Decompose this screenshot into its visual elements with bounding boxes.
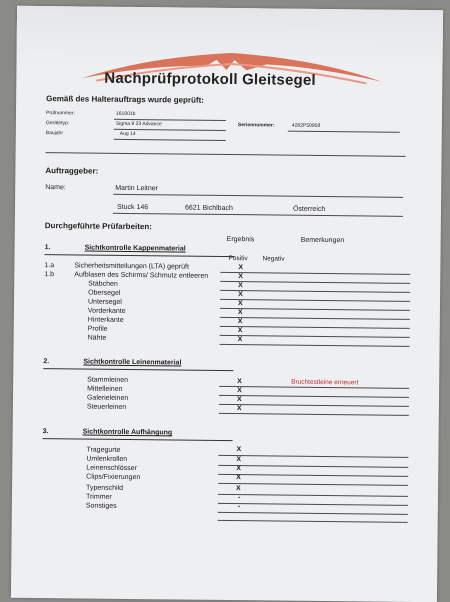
list-item: Mittelleinen [87, 385, 123, 393]
result-mark: X [236, 485, 241, 493]
geraetetyp-value: Sigma 9 23 Advance [115, 120, 162, 128]
result-mark: X [236, 396, 242, 404]
result-mark: X [237, 309, 243, 317]
list-item: Umlenkrollen [86, 455, 128, 463]
section1-title: Sichtkontrolle Kappenmaterial [84, 244, 186, 253]
remark-text: Bruchtestleine erneuert [291, 378, 359, 387]
result-mark: X [237, 327, 243, 335]
item-1b-label: Aufblasen des Schirms/ Schmutz entleeren [74, 271, 209, 280]
client-heading: Auftraggeber: [45, 166, 99, 176]
result-mark: X [238, 282, 243, 290]
list-item: Stammleinen [87, 376, 129, 384]
result-mark: X [237, 300, 243, 308]
col-positiv: Positiv [228, 255, 248, 263]
result-mark: X [237, 378, 242, 386]
client-street: Stuck 146 [116, 203, 149, 212]
subtitle: Gemäß des Halterauftrags wurde geprüft: [46, 94, 204, 105]
result-mark: X [237, 336, 243, 344]
serien-value: 4282P50958 [291, 122, 321, 129]
list-item: Sonstiges [85, 502, 117, 510]
geraetetyp-label: Gerätetyp: [45, 120, 70, 127]
list-item: Steuerleinen [86, 403, 127, 411]
serien-label: Seriennummer: [237, 122, 275, 129]
list-item: Hinterkante [87, 316, 124, 324]
list-item: Stäbchen [88, 280, 118, 288]
document-title: Nachprüfprotokoll Gleitsegel [104, 69, 316, 89]
result-mark: X [238, 291, 243, 299]
col-bemerkungen: Bemerkungen [300, 236, 345, 245]
name-label: Name: [45, 184, 66, 192]
result-mark: X [236, 465, 241, 473]
result-mark: X [236, 474, 241, 482]
list-item: Leinenschlösser [86, 464, 137, 473]
list-item: Untersegel [87, 298, 122, 306]
section3-number: 3. [42, 428, 49, 436]
result-dot: - [237, 494, 241, 502]
checks-heading: Durchgeführte Prüfarbeiten: [44, 221, 152, 232]
result-mark: X [238, 264, 244, 272]
list-item: Profile [87, 325, 108, 333]
col-ergebnis: Ergebnis [226, 235, 255, 244]
list-item: Tragegurte [86, 446, 121, 454]
section2-title: Sichtkontrolle Leinenmaterial [83, 358, 182, 367]
section2-number: 2. [43, 358, 50, 366]
result-mark: X [237, 387, 242, 395]
pruefnummer-value: 161001b [115, 110, 136, 118]
list-item: Vorderkante [87, 307, 126, 315]
list-item: Trimmer [85, 493, 112, 501]
item-1a-label: Sicherheitsmitteilungen (LTA) geprüft [74, 262, 189, 271]
list-item: Galerieleinen [86, 394, 129, 402]
list-item: Clips/Fixierungen [86, 473, 141, 482]
item-1a-number: 1.a [44, 262, 55, 270]
baujahr-label: Baujahr [45, 130, 64, 137]
client-city: 6621 Bichlbach [184, 204, 233, 213]
result-mark: X [236, 446, 242, 454]
baujahr-value: Aug 14 [119, 130, 136, 138]
list-item: Obersegel [88, 289, 121, 297]
list-item: Typenschild [86, 484, 124, 492]
list-item: Nähte [87, 334, 107, 342]
result-mark: X [237, 318, 243, 326]
section3-title: Sichtkontrolle Aufhängung [82, 428, 173, 437]
item-1b-number: 1.b [44, 271, 55, 279]
result-mark: X [236, 456, 242, 464]
client-country: Österreich [292, 205, 326, 214]
result-mark: X [236, 405, 242, 413]
client-name: Martin Leitner [115, 184, 159, 193]
result-mark: X [238, 273, 243, 281]
document-page [11, 6, 443, 602]
result-dot: - [237, 503, 241, 511]
section1-number: 1. [44, 244, 51, 252]
col-negativ: Negativ [262, 255, 285, 263]
pruefnummer-label: Prüfnummer: [45, 110, 75, 117]
